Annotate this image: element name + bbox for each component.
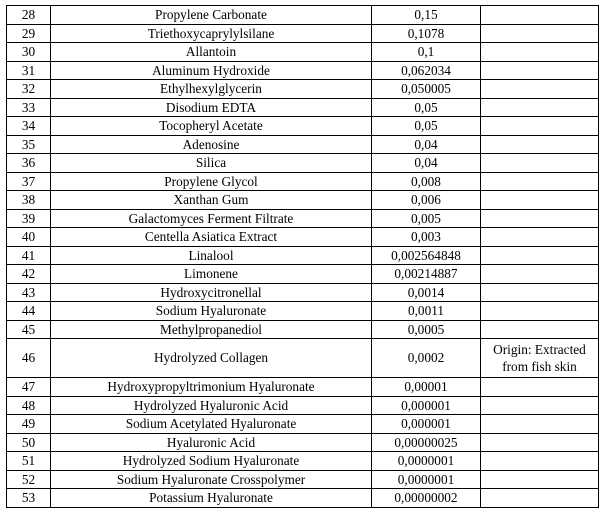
table-row: [7, 80, 599, 99]
ingredient-note: [481, 191, 599, 210]
ingredient-value: 0,04: [372, 135, 481, 154]
table-row: [7, 283, 599, 302]
row-number: 33: [7, 98, 51, 117]
ingredient-note: [481, 415, 599, 434]
ingredient-note: [481, 228, 599, 247]
row-number: 49: [7, 415, 51, 434]
row-number: 31: [7, 61, 51, 80]
ingredient-name: Linalool: [51, 246, 372, 265]
row-number: 36: [7, 154, 51, 173]
table-row: [7, 302, 599, 321]
ingredient-note: [481, 24, 599, 43]
ingredient-name: Aluminum Hydroxide: [51, 61, 372, 80]
ingredient-value: 0,0005: [372, 320, 481, 339]
row-number: 42: [7, 265, 51, 284]
ingredient-value: 0,1078: [372, 24, 481, 43]
ingredient-value: 0,002564848: [372, 246, 481, 265]
ingredient-note: [481, 117, 599, 136]
ingredient-value: 0,00000025: [372, 433, 481, 452]
row-number: 45: [7, 320, 51, 339]
table-row: [7, 339, 599, 378]
ingredient-note: [481, 6, 599, 25]
row-number: 39: [7, 209, 51, 228]
ingredient-name: Hyaluronic Acid: [51, 433, 372, 452]
ingredient-name: Sodium Acetylated Hyaluronate: [51, 415, 372, 434]
table-row: [7, 154, 599, 173]
table-row: [7, 246, 599, 265]
ingredient-name: Sodium Hyaluronate: [51, 302, 372, 321]
row-number: 48: [7, 396, 51, 415]
ingredient-value: 0,005: [372, 209, 481, 228]
ingredient-value: 0,000001: [372, 415, 481, 434]
ingredient-name: Xanthan Gum: [51, 191, 372, 210]
table-row: [7, 24, 599, 43]
ingredient-value: 0,003: [372, 228, 481, 247]
ingredient-value: 0,006: [372, 191, 481, 210]
ingredient-name: Potassium Hyaluronate: [51, 489, 372, 508]
table-row: [7, 415, 599, 434]
ingredient-value: 0,0014: [372, 283, 481, 302]
ingredient-table: [6, 5, 599, 508]
ingredient-name: Tocopheryl Acetate: [51, 117, 372, 136]
ingredient-name: Allantoin: [51, 43, 372, 62]
ingredient-note: [481, 470, 599, 489]
ingredient-name: Sodium Hyaluronate Crosspolymer: [51, 470, 372, 489]
ingredient-value: 0,0011: [372, 302, 481, 321]
ingredient-value: 0,04: [372, 154, 481, 173]
ingredient-value: 0,00001: [372, 378, 481, 397]
ingredient-value: 0,0002: [372, 339, 481, 378]
row-number: 43: [7, 283, 51, 302]
ingredient-note: [481, 265, 599, 284]
table-row: [7, 320, 599, 339]
row-number: 50: [7, 433, 51, 452]
table-row: [7, 98, 599, 117]
row-number: 30: [7, 43, 51, 62]
table-row: [7, 6, 599, 25]
row-number: 38: [7, 191, 51, 210]
row-number: 51: [7, 452, 51, 471]
ingredient-value: 0,000001: [372, 396, 481, 415]
ingredient-note: [481, 246, 599, 265]
table-row: [7, 396, 599, 415]
ingredient-value: 0,062034: [372, 61, 481, 80]
ingredient-name: Adenosine: [51, 135, 372, 154]
ingredient-name: Hydroxypropyltrimonium Hyaluronate: [51, 378, 372, 397]
ingredient-value: 0,15: [372, 6, 481, 25]
table-row: [7, 378, 599, 397]
ingredient-name: Limonene: [51, 265, 372, 284]
ingredient-value: 0,05: [372, 117, 481, 136]
ingredient-value: 0,0000001: [372, 470, 481, 489]
ingredient-note: [481, 209, 599, 228]
row-number: 41: [7, 246, 51, 265]
row-number: 29: [7, 24, 51, 43]
ingredient-value: 0,050005: [372, 80, 481, 99]
row-number: 32: [7, 80, 51, 99]
ingredient-note: [481, 98, 599, 117]
ingredient-note: [481, 43, 599, 62]
ingredient-name: Hydroxycitronellal: [51, 283, 372, 302]
table-row: [7, 452, 599, 471]
table-row: [7, 265, 599, 284]
ingredient-name: Ethylhexylglycerin: [51, 80, 372, 99]
ingredient-note: [481, 320, 599, 339]
row-number: 47: [7, 378, 51, 397]
ingredient-name: Methylpropanediol: [51, 320, 372, 339]
table-row: [7, 117, 599, 136]
table-row: [7, 191, 599, 210]
row-number: 53: [7, 489, 51, 508]
ingredient-name: Triethoxycaprylylsilane: [51, 24, 372, 43]
row-number: 37: [7, 172, 51, 191]
ingredient-note: [481, 61, 599, 80]
ingredient-note: [481, 433, 599, 452]
ingredient-name: Galactomyces Ferment Filtrate: [51, 209, 372, 228]
row-number: 40: [7, 228, 51, 247]
ingredient-name: Disodium EDTA: [51, 98, 372, 117]
ingredient-name: Silica: [51, 154, 372, 173]
ingredient-name: Hydrolyzed Sodium Hyaluronate: [51, 452, 372, 471]
ingredient-note: [481, 80, 599, 99]
ingredient-name: Centella Asiatica Extract: [51, 228, 372, 247]
ingredient-note: [481, 452, 599, 471]
ingredient-name: Hydrolyzed Hyaluronic Acid: [51, 396, 372, 415]
ingredient-note: [481, 135, 599, 154]
ingredient-value: 0,00000002: [372, 489, 481, 508]
ingredient-note: [481, 396, 599, 415]
ingredient-value: 0,05: [372, 98, 481, 117]
ingredient-value: 0,1: [372, 43, 481, 62]
ingredient-value: 0,00214887: [372, 265, 481, 284]
row-number: 35: [7, 135, 51, 154]
ingredient-value: 0,0000001: [372, 452, 481, 471]
ingredient-note: [481, 489, 599, 508]
table-row: [7, 228, 599, 247]
row-number: 52: [7, 470, 51, 489]
table-row: [7, 61, 599, 80]
ingredient-value: 0,008: [372, 172, 481, 191]
ingredient-note: [481, 302, 599, 321]
table-row: [7, 470, 599, 489]
table-row: [7, 489, 599, 508]
ingredient-note: [481, 154, 599, 173]
ingredient-name: Propylene Carbonate: [51, 6, 372, 25]
row-number: 46: [7, 339, 51, 378]
table-row: [7, 209, 599, 228]
ingredient-name: Hydrolyzed Collagen: [51, 339, 372, 378]
table-row: [7, 433, 599, 452]
row-number: 34: [7, 117, 51, 136]
row-number: 44: [7, 302, 51, 321]
ingredient-table-body: [7, 6, 599, 508]
row-number: 28: [7, 6, 51, 25]
ingredient-note: [481, 283, 599, 302]
table-row: [7, 43, 599, 62]
ingredient-name: Propylene Glycol: [51, 172, 372, 191]
table-row: [7, 172, 599, 191]
ingredient-note: [481, 378, 599, 397]
table-row: [7, 135, 599, 154]
ingredient-note: [481, 172, 599, 191]
ingredient-note: Origin: Extracted from fish skin: [481, 339, 599, 378]
